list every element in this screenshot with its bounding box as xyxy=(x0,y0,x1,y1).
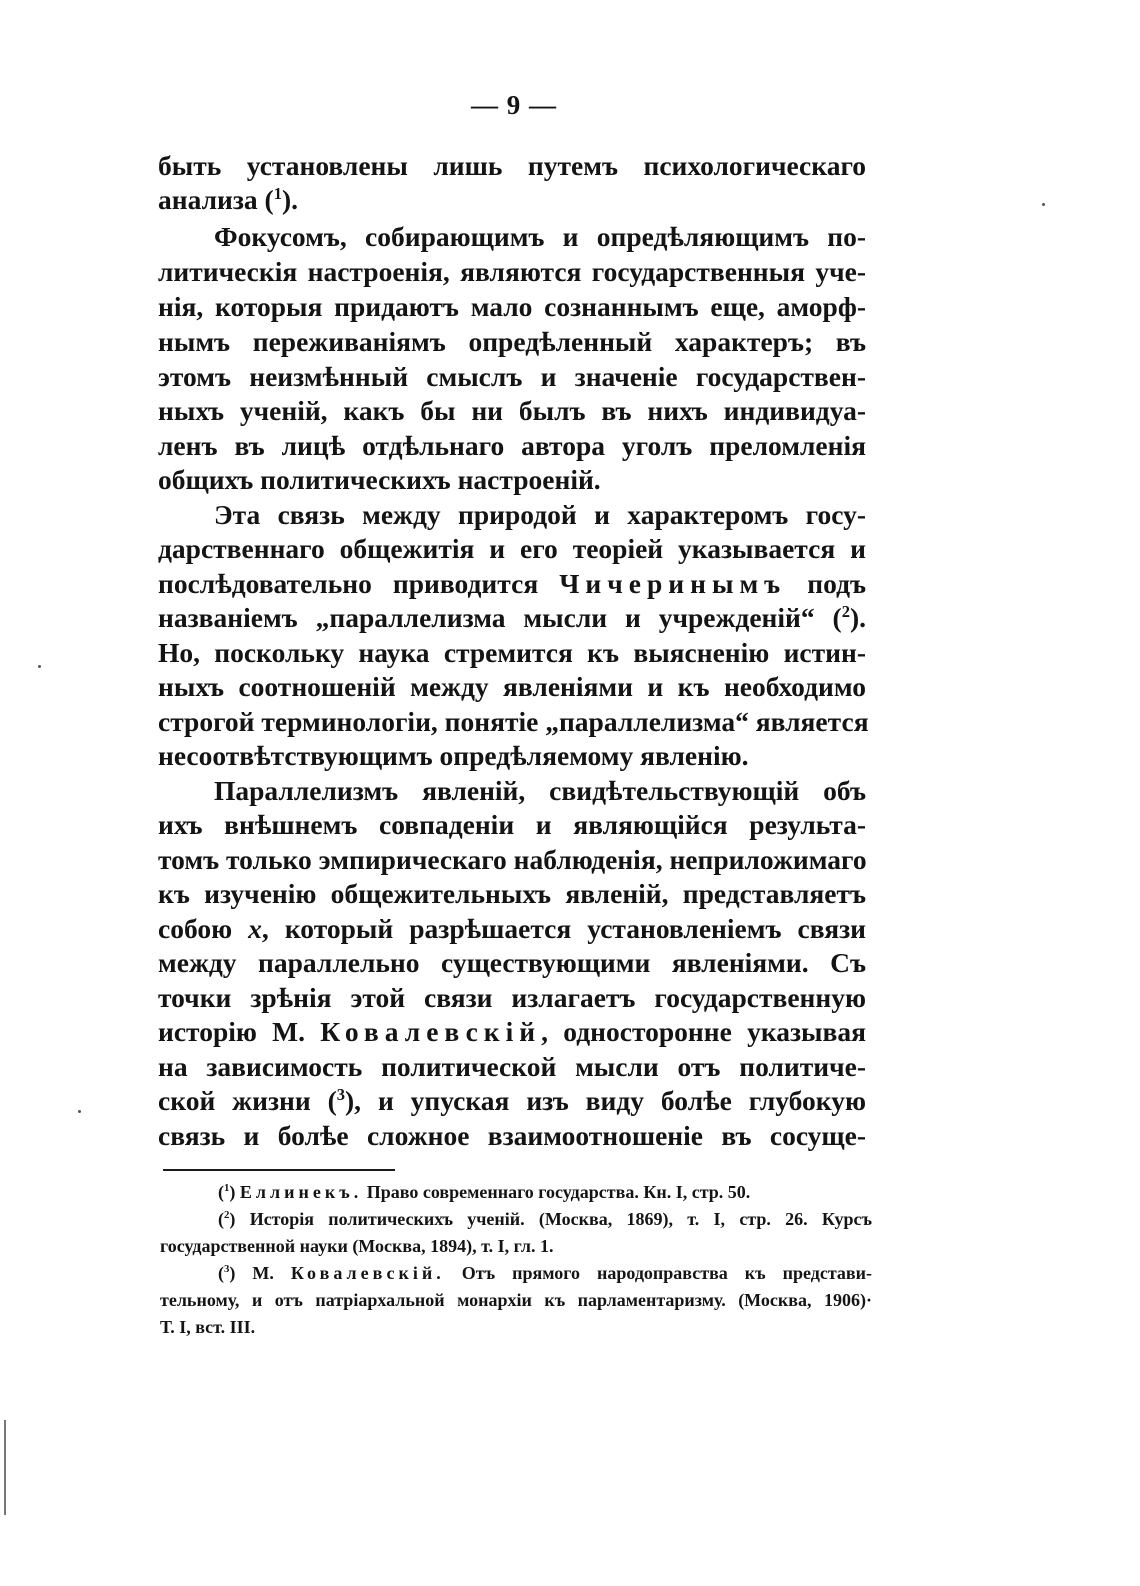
footnote-marker-number: 3 xyxy=(224,1263,230,1275)
line-text: названіемъ „параллелизма мысли и учрежденій“ ( xyxy=(158,602,842,633)
body-line: нымъ переживаніямъ опредѣленный характеръ; въ xyxy=(158,326,866,357)
footnote-text: М. xyxy=(252,1263,274,1283)
footnote-marker: ) xyxy=(229,1209,236,1229)
footnote-1 xyxy=(218,1178,872,1206)
body-line: нія, которыя придаютъ мало сознаннымъ еще, аморф- xyxy=(158,291,866,322)
body-line: этомъ неизмѣнный смыслъ и значеніе государствен- xyxy=(158,361,866,392)
line-text: анализа ( xyxy=(158,184,274,215)
scan-speck xyxy=(38,665,41,668)
line-text: послѣдовательно приводится xyxy=(158,568,539,599)
body-line xyxy=(158,1012,866,1052)
body-line xyxy=(158,598,866,638)
footnote-text: Отъ прямого народоправства къ представи- xyxy=(461,1263,873,1283)
scan-speck xyxy=(78,1110,81,1113)
body-line: Параллелизмъ явленій, свидѣтельствующій объ xyxy=(214,775,866,806)
footnote-marker: ) xyxy=(229,1263,236,1283)
author-name: Ковалевскій xyxy=(320,1016,542,1047)
body-line: Эта связь между природой и характеромъ госу- xyxy=(214,499,866,530)
footnote-marker: ( xyxy=(218,1209,224,1229)
footnote-marker-number: 2 xyxy=(224,1209,230,1221)
body-line xyxy=(158,180,866,220)
footnote-separator xyxy=(163,1169,395,1171)
scan-edge-mark xyxy=(4,1420,6,1515)
footnote-marker: ( xyxy=(218,1182,224,1202)
body-line: ныхъ соотношеній между явленіями и къ необходимо xyxy=(158,671,866,702)
line-text: собою xyxy=(158,913,233,944)
line-text: ). xyxy=(281,184,298,215)
body-line: дарственнаго общежитія и его теоріей указывается и xyxy=(158,533,866,564)
line-text: ), xyxy=(345,1085,362,1116)
footnote-2 xyxy=(218,1205,872,1233)
body-line: ихъ внѣшнемъ совпаденіи и являющійся результа- xyxy=(158,809,866,840)
footnote-3-cont: тельному, и отъ патріархальной монархіи къ парламентаризму. (Москва, 1906)· xyxy=(160,1290,872,1310)
body-line: Фокусомъ, собирающимъ и опредѣляющимъ по- xyxy=(214,221,866,252)
body-line: между параллельно существующими явленіями. Съ xyxy=(158,947,866,978)
body-line: несоотвѣтствующимъ опредѣляемому явленію. xyxy=(158,740,749,771)
body-line: связь и болѣе сложное взаимоотношеніе въ сосуще- xyxy=(158,1120,866,1151)
footnote-marker: ( xyxy=(218,1263,224,1283)
body-line: точки зрѣнія этой связи излагаетъ государственную xyxy=(158,982,866,1013)
body-line: къ изученію общежительныхъ явленій, представляетъ xyxy=(158,878,866,909)
footnote-author: Еллинекъ. xyxy=(239,1182,363,1202)
footnote-text: Исторія политическихъ ученій. (Москва, 1869), т. I, стр. 26. Курсъ xyxy=(249,1209,873,1229)
body-line: общихъ политическихъ настроеній. xyxy=(158,464,601,495)
footnote-ref: 2 xyxy=(841,601,850,621)
body-line: литическія настроенія, являются государственныя уче- xyxy=(158,256,866,287)
body-line: на зависимость политической мысли отъ политиче- xyxy=(158,1051,866,1082)
line-text: , который разрѣшается установленіемъ связи xyxy=(261,913,866,944)
footnote-text: Право современнаго государства. Кн. I, стр. 50. xyxy=(366,1182,751,1202)
line-text: подъ xyxy=(807,568,867,599)
body-line: Но, поскольку наука стремится къ выясненію истин- xyxy=(158,637,866,668)
footnote-3 xyxy=(218,1259,872,1287)
body-line: томъ только эмпирическаго наблюденія, неприложимаго xyxy=(158,844,867,875)
line-text: исторію М. xyxy=(158,1016,306,1047)
body-line: строгой терминологіи, понятіе „параллелизма“ является xyxy=(158,706,869,737)
body-line: быть установлены лишь путемъ психологическаго xyxy=(158,150,866,181)
footnote-3-cont: Т. I, вст. III. xyxy=(160,1317,256,1337)
body-line: ныхъ ученій, какъ бы ни былъ въ нихъ индивидуа- xyxy=(158,395,866,426)
page-number: — 9 — xyxy=(471,90,557,120)
variable-x: x xyxy=(248,913,262,944)
footnote-author: Ковалевскій. xyxy=(290,1263,445,1283)
line-text: ской жизни ( xyxy=(158,1085,337,1116)
body-line: ленъ въ лицѣ отдѣльнаго автора уголъ преломленія xyxy=(158,430,866,461)
line-text: и упуская изъ виду болѣе глубокую xyxy=(377,1085,866,1116)
footnote-marker-number: 1 xyxy=(224,1182,230,1194)
body-line xyxy=(158,1081,866,1121)
scan-speck xyxy=(1042,203,1045,206)
footnote-marker: ) xyxy=(229,1182,236,1202)
footnote-ref: 3 xyxy=(336,1084,345,1104)
line-text: ). xyxy=(849,602,866,633)
line-text: , односторонне указывая xyxy=(541,1016,867,1047)
footnote-2-cont: государственной науки (Москва, 1894), т. I, гл. 1. xyxy=(160,1236,554,1256)
author-name: Чичеринымъ xyxy=(559,568,787,599)
footnote-ref: 1 xyxy=(273,183,282,203)
